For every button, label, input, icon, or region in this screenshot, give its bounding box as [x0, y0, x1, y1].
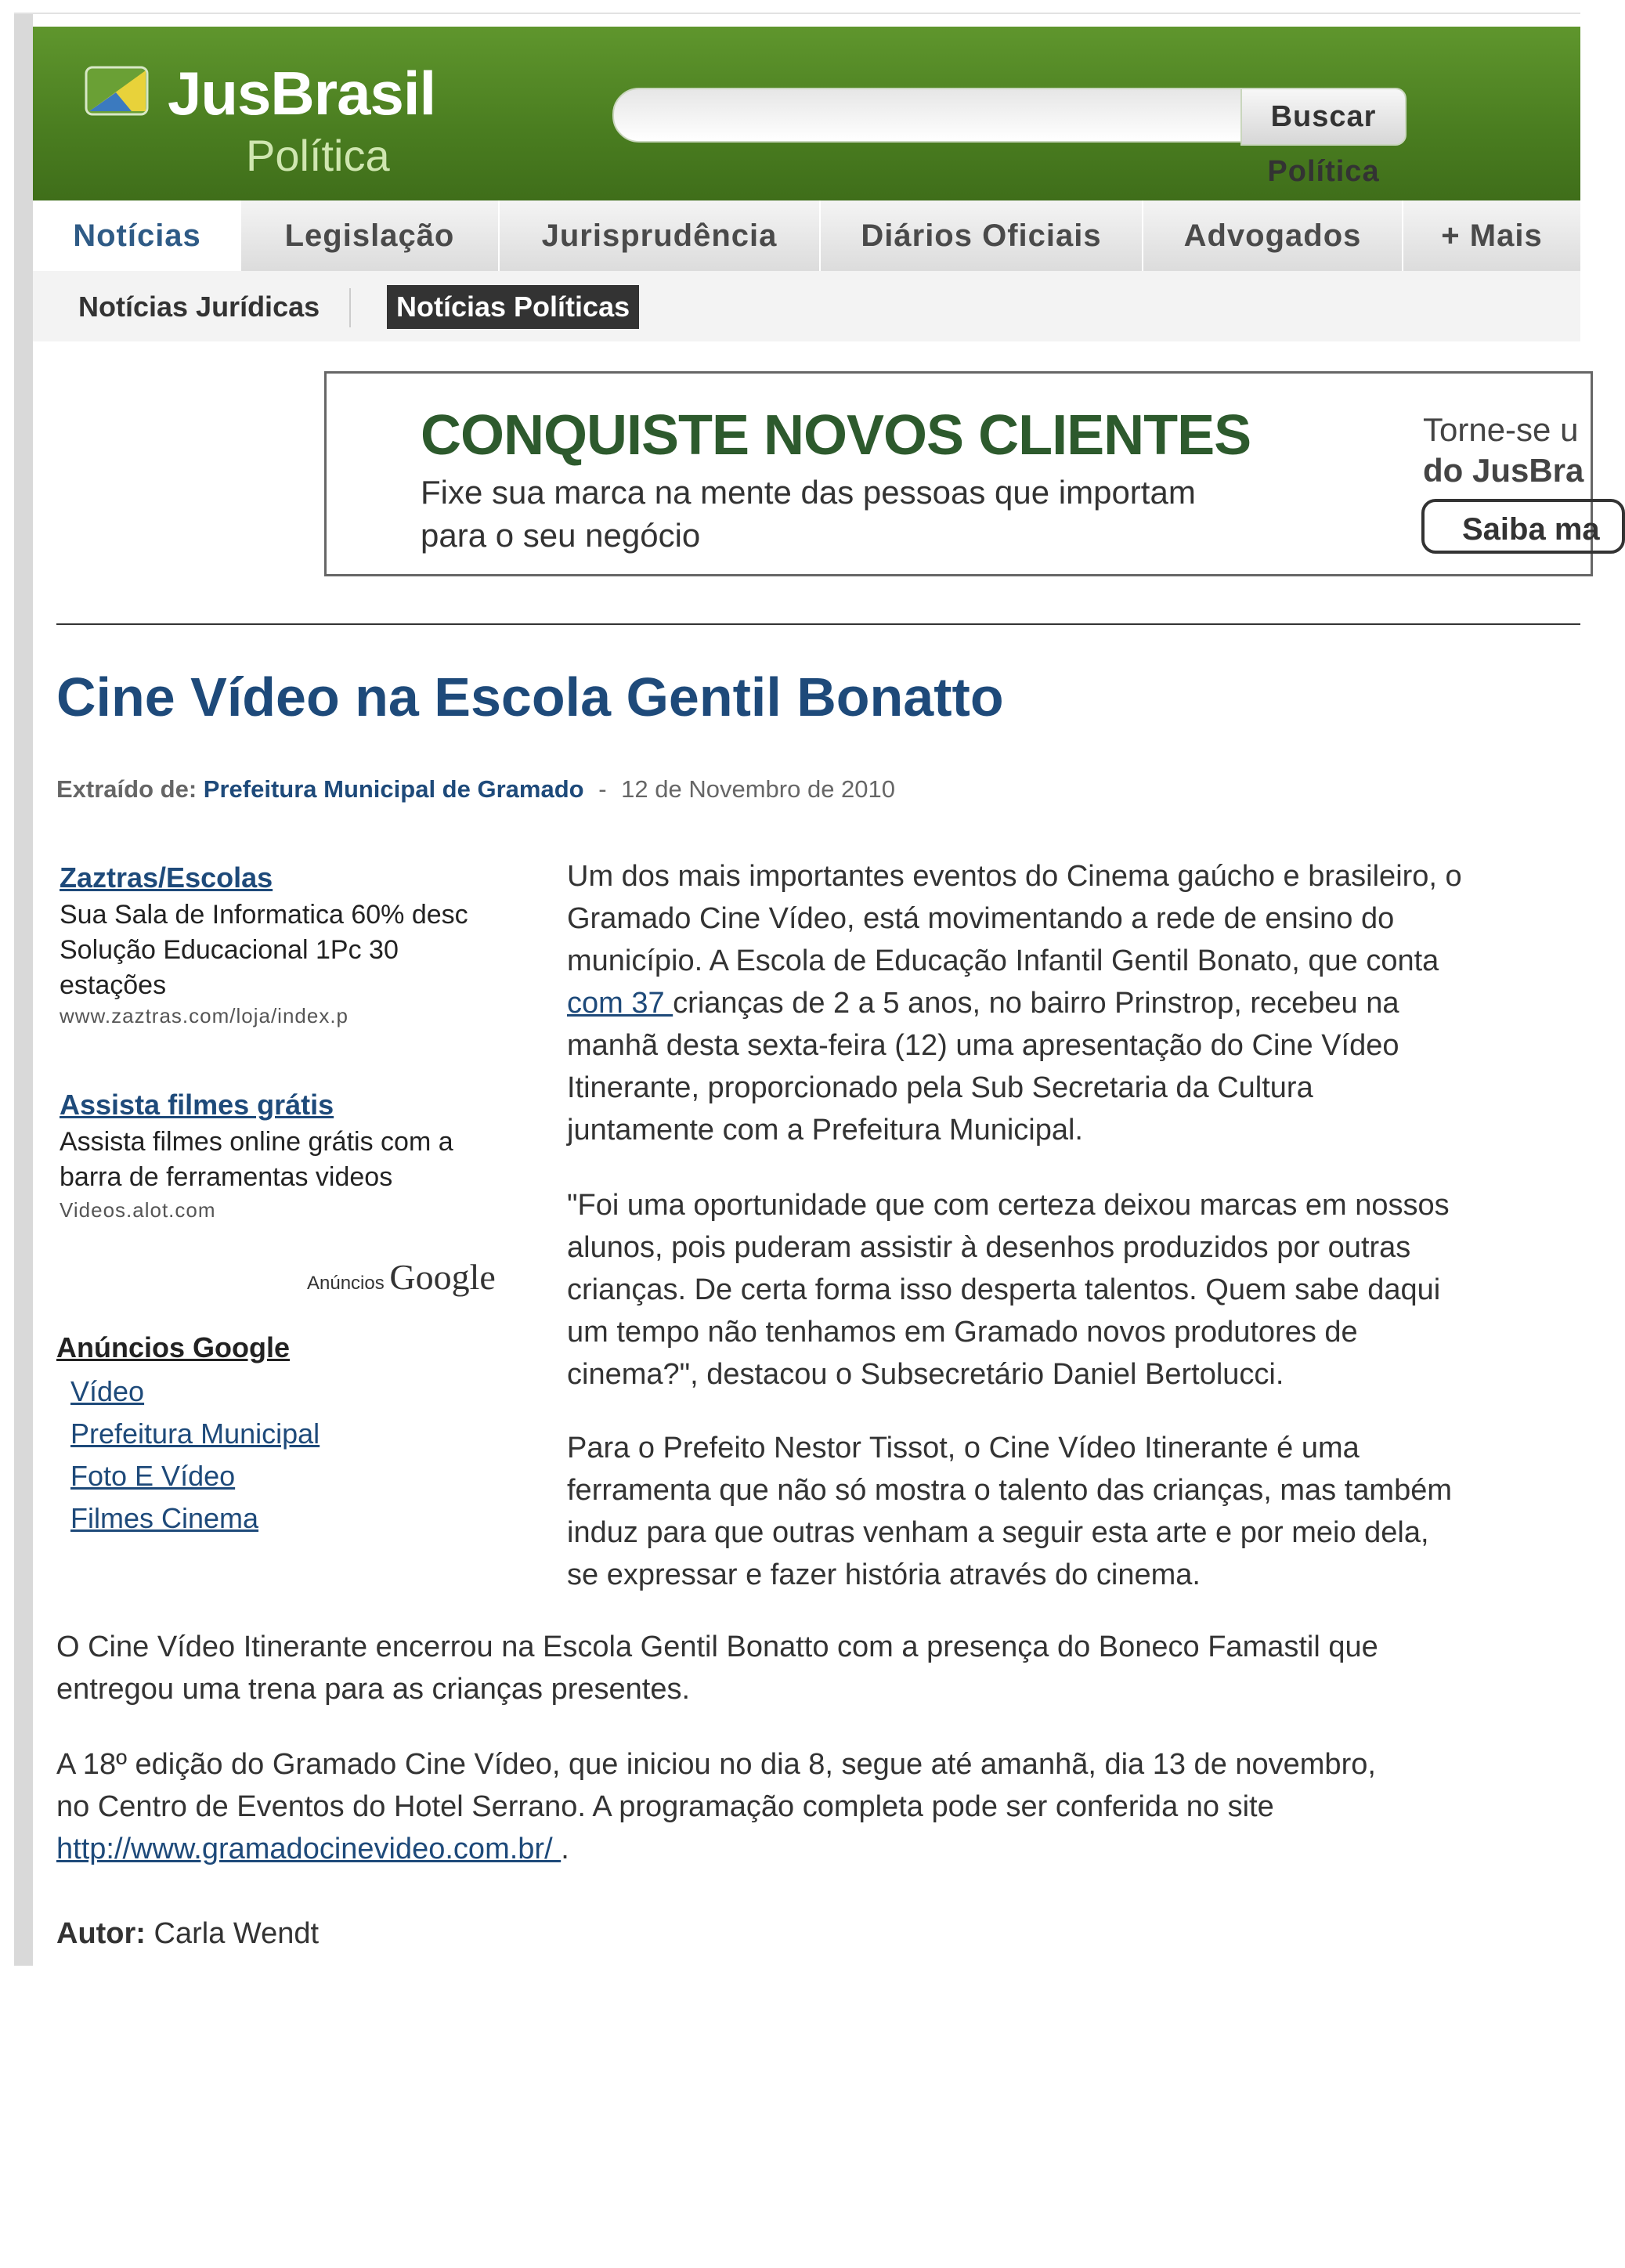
- inline-link[interactable]: com 37: [567, 987, 673, 1020]
- article-date: 12 de Novembro de 2010: [621, 775, 896, 803]
- sidebar-ad-line: estações: [60, 970, 167, 1000]
- google-link-foto-video[interactable]: Foto E Vídeo: [70, 1460, 236, 1492]
- banner-line-2: para o seu negócio: [421, 517, 701, 554]
- logo-text[interactable]: JusBrasil: [168, 59, 436, 128]
- text-span: .: [561, 1833, 569, 1865]
- google-logo: Google: [389, 1257, 496, 1297]
- sidebar-ad-text-2: [60, 1125, 545, 1195]
- sidebar-ad-line: barra de ferramentas videos: [60, 1162, 393, 1192]
- text-line: município. A Escola de Educação Infantil Gentil Bonato, que conta: [567, 944, 1439, 977]
- subnav-divider: [349, 288, 351, 327]
- jusbrasil-logo-icon: [85, 63, 150, 117]
- sidebar-ad-line: Solução Educacional 1Pc 30: [60, 935, 399, 965]
- article-meta: [56, 775, 895, 804]
- banner-side-line-2: do JusBra: [1423, 452, 1584, 489]
- article-paragraph-2: [567, 1184, 1577, 1396]
- extracted-label: Extraído de:: [56, 775, 197, 803]
- text-line: manhã desta sexta-feira (12) uma apresentação do Cine Vídeo: [567, 1029, 1399, 1062]
- text-line: O Cine Vídeo Itinerante encerrou na Escola Gentil Bonatto com a presença do Boneco Famastil que: [56, 1631, 1378, 1663]
- banner-learn-more-button[interactable]: Saiba ma: [1421, 499, 1625, 554]
- sidebar-ad-line: Assista filmes online grátis com a: [60, 1127, 453, 1157]
- text-line: "Foi uma oportunidade que com certeza deixou marcas em nossos: [567, 1189, 1450, 1222]
- banner-ad[interactable]: [324, 371, 1600, 576]
- sidebar-ad-url-2[interactable]: Videos.alot.com: [60, 1198, 216, 1222]
- text-line: induz para que outras venham a seguir esta arte e por meio dela,: [567, 1516, 1429, 1549]
- logo-section-name[interactable]: Política: [246, 131, 390, 180]
- article-title: Cine Vídeo na Escola Gentil Bonatto: [56, 666, 1004, 728]
- sidebar-ad-title-2[interactable]: Assista filmes grátis: [60, 1089, 334, 1121]
- sidebar-ad-title-1[interactable]: Zaztras/Escolas: [60, 861, 273, 894]
- article-paragraph-3: [567, 1427, 1577, 1596]
- text-line: Itinerante, proporcionado pela Sub Secretaria da Cultura: [567, 1071, 1313, 1104]
- text-line: entregou uma trena para as crianças presentes.: [56, 1673, 691, 1706]
- text-line: se expressar e fazer história através do cinema.: [567, 1558, 1201, 1591]
- banner-line-1: Fixe sua marca na mente das pessoas que importam: [421, 474, 1196, 511]
- tab-noticias[interactable]: Notícias: [33, 200, 240, 271]
- left-scroll-gutter: [14, 14, 33, 1966]
- sidebar-ad-text-1: [60, 897, 545, 1003]
- search-button[interactable]: Buscar Política: [1240, 88, 1407, 146]
- text-line: alunos, pois puderam assistir à desenhos produzidos por outras: [567, 1231, 1411, 1264]
- author-name: Carla Wendt: [153, 1917, 320, 1950]
- text-line: ferramenta que não só mostra o talento das crianças, mas também: [567, 1474, 1452, 1507]
- text-line: Gramado Cine Vídeo, está movimentando a rede de ensino do: [567, 902, 1395, 935]
- title-rule: [56, 623, 1580, 625]
- site-header: [33, 27, 1580, 200]
- google-link-filmes-cinema[interactable]: Filmes Cinema: [70, 1502, 259, 1534]
- sidebar-ad-url-1[interactable]: www.zaztras.com/loja/index.p: [60, 1004, 349, 1027]
- tab-advogados[interactable]: Advogados: [1142, 200, 1402, 271]
- article-paragraph-5: [56, 1743, 1576, 1870]
- sidebar-ad-line: Sua Sala de Informatica 60% desc: [60, 900, 468, 930]
- festival-site-link[interactable]: http://www.gramadocinevideo.com.br/: [56, 1833, 562, 1865]
- sub-nav: [33, 271, 1580, 341]
- text-line: [567, 982, 1577, 1024]
- article-paragraph-1: [567, 855, 1577, 1151]
- meta-separator: -: [598, 775, 607, 803]
- ads-by-google[interactable]: [307, 1256, 496, 1298]
- article-paragraph-4: [56, 1626, 1576, 1710]
- text-line: A 18º edição do Gramado Cine Vídeo, que iniciou no dia 8, segue até amanhã, dia 13 de novembro,: [56, 1748, 1376, 1781]
- tab-diarios-oficiais[interactable]: Diários Oficiais: [819, 200, 1142, 271]
- text-line: um tempo não tenhamos em Gramado novos produtores de: [567, 1316, 1358, 1349]
- text-line: no Centro de Eventos do Hotel Serrano. A programação completa pode ser conferida no site: [56, 1790, 1274, 1823]
- author-label: Autor:: [56, 1917, 146, 1950]
- tab-mais[interactable]: + Mais: [1402, 200, 1580, 271]
- google-link-prefeitura[interactable]: Prefeitura Municipal: [70, 1418, 320, 1450]
- text-line: [56, 1828, 1576, 1870]
- ads-by-label: Anúncios: [307, 1273, 385, 1294]
- subnav-noticias-juridicas[interactable]: Notícias Jurídicas: [78, 291, 320, 323]
- search-input[interactable]: [612, 88, 1242, 143]
- text-line: crianças. De certa forma isso desperta talentos. Quem sabe daqui: [567, 1273, 1441, 1306]
- tab-legislacao[interactable]: Legislação: [240, 200, 498, 271]
- main-nav: [33, 200, 1580, 271]
- banner-side-line-1: Torne-se u: [1423, 411, 1579, 448]
- text-line: Um dos mais importantes eventos do Cinema gaúcho e brasileiro, o: [567, 860, 1462, 893]
- text-span: crianças de 2 a 5 anos, no bairro Prinstrop, recebeu na: [673, 987, 1399, 1020]
- google-links-header[interactable]: Anúncios Google: [56, 1331, 291, 1363]
- article-source-link[interactable]: Prefeitura Municipal de Gramado: [203, 775, 584, 803]
- subnav-noticias-politicas[interactable]: Notícias Políticas: [387, 285, 639, 329]
- banner-title: CONQUISTE NOVOS CLIENTES: [421, 404, 1251, 467]
- text-line: cinema?", destacou o Subsecretário Daniel Bertolucci.: [567, 1358, 1284, 1391]
- text-line: Para o Prefeito Nestor Tissot, o Cine Vídeo Itinerante é uma: [567, 1432, 1360, 1464]
- browser-content: [33, 14, 1600, 1966]
- google-link-video[interactable]: Vídeo: [70, 1375, 145, 1407]
- text-line: juntamente com a Prefeitura Municipal.: [567, 1114, 1083, 1147]
- tab-jurisprudencia[interactable]: Jurisprudência: [498, 200, 819, 271]
- article-author: [56, 1917, 319, 1951]
